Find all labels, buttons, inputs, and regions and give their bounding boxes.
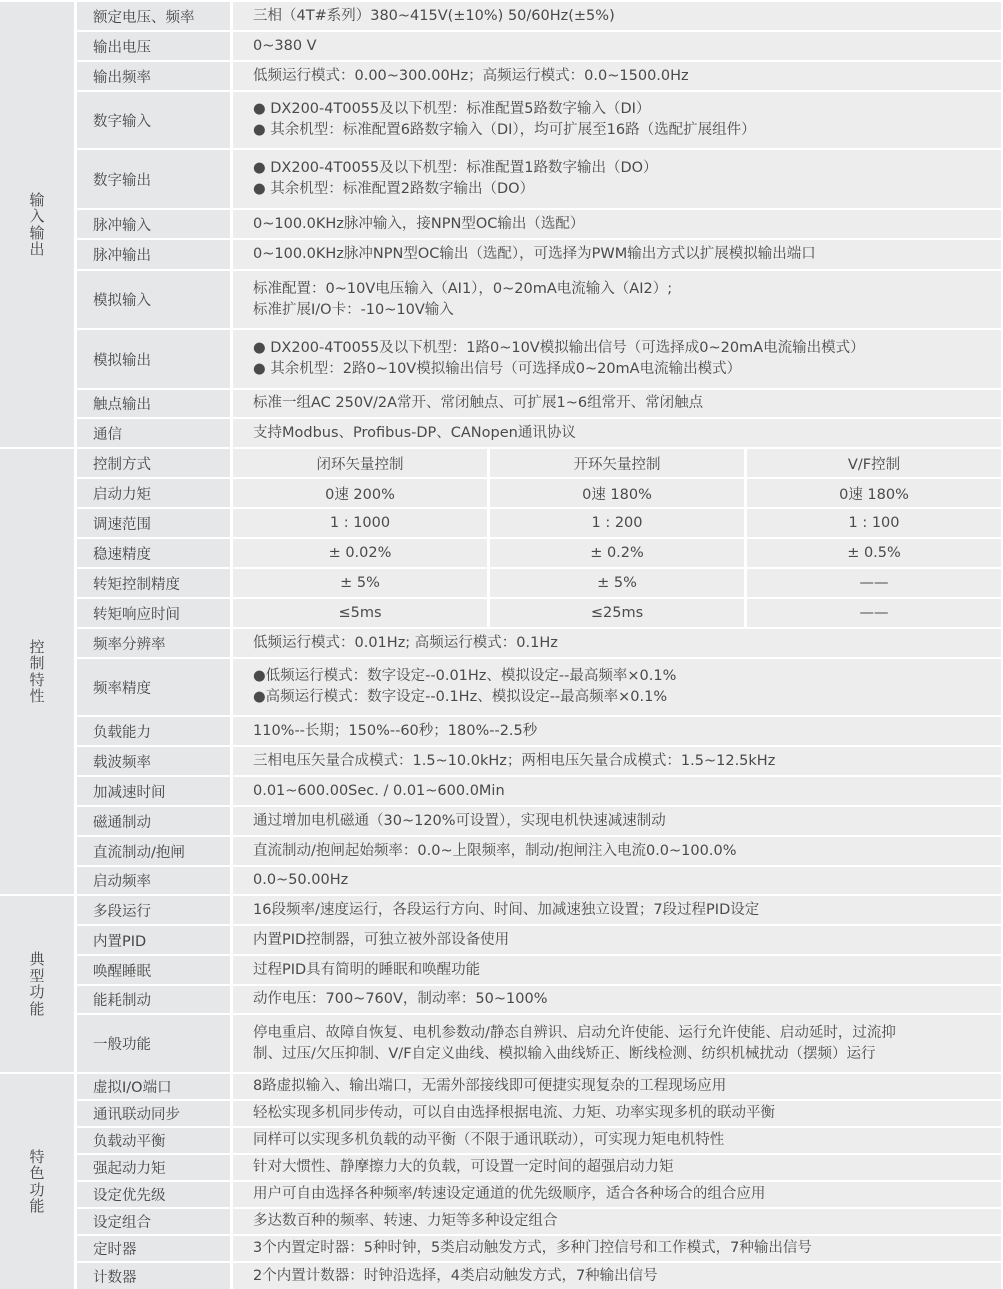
table-row	[0, 539, 1003, 567]
table-cell: 0速 200%	[233, 479, 487, 507]
row-label: 启动力矩	[77, 479, 230, 507]
table-row	[0, 62, 1003, 90]
table-cell: 1 : 200	[490, 509, 744, 537]
table-cell: 1 : 100	[747, 509, 1001, 537]
row-value: 低频运行模式：0.00~300.00Hz；高频运行模式：0.0~1500.0Hz	[233, 62, 1001, 90]
row-label: 脉冲输入	[77, 210, 230, 238]
table-row	[0, 92, 1003, 148]
row-label: 负载动平衡	[77, 1128, 230, 1153]
row-label: 频率精度	[77, 659, 230, 715]
table-row	[0, 777, 1003, 805]
row-value: 过程PID具有简明的睡眠和唤醒功能	[233, 956, 1001, 984]
row-label: 模拟输入	[77, 271, 230, 328]
table-row	[0, 956, 1003, 984]
table-row	[0, 32, 1003, 60]
row-value: 内置PID控制器，可独立被外部设备使用	[233, 926, 1001, 954]
row-label: 数字输入	[77, 92, 230, 148]
table-cell: ± 5%	[490, 569, 744, 597]
table-row	[0, 240, 1003, 269]
table-cell: ——	[747, 569, 1001, 597]
row-label: 唤醒睡眠	[77, 956, 230, 984]
row-value: 0~380 V	[233, 32, 1001, 60]
table-row	[0, 867, 1003, 894]
table-cell: 0速 180%	[747, 479, 1001, 507]
row-label: 虚拟I/O端口	[77, 1074, 230, 1099]
table-row	[0, 2, 1003, 30]
row-label: 强起动力矩	[77, 1155, 230, 1180]
table-row	[0, 210, 1003, 238]
table-row	[0, 837, 1003, 865]
row-value: 通过增加电机磁通（30~120%可设置），实现电机快速减速制动	[233, 807, 1001, 835]
row-value: 停电重启、故障自恢复、电机参数动/静态自辨识、启动允许使能、运行允许使能、启动延时，过流抑 制、过压/欠压抑制、V/F自定义曲线、模拟输入曲线矫正、断线检测、纺织机械扰动（摆频）运行	[233, 1015, 1001, 1072]
row-label: 通讯联动同步	[77, 1101, 230, 1126]
table-row	[0, 1182, 1003, 1207]
row-label: 额定电压、频率	[77, 2, 230, 30]
table-cell: 0速 180%	[490, 479, 744, 507]
row-value: ● DX200-4T0055及以下机型：标准配置5路数字输入（DI） ● 其余机型：标准配置6路数字输入（DI），均可扩展至16路（选配扩展组件）	[233, 92, 1001, 148]
row-value: ● DX200-4T0055及以下机型：标准配置1路数字输出（DO） ● 其余机型：标准配置2路数字输出（DO）	[233, 150, 1001, 208]
row-label: 定时器	[77, 1236, 230, 1261]
table-row	[0, 569, 1003, 597]
table-row	[0, 1074, 1003, 1099]
row-label: 触点输出	[77, 390, 230, 417]
table-row	[0, 1236, 1003, 1261]
table-row	[0, 1128, 1003, 1153]
row-value: 三相（4T#系列）380~415V(±10%) 50/60Hz(±5%)	[233, 2, 1001, 30]
table-row	[0, 419, 1003, 447]
table-cell: 开环矢量控制	[490, 449, 744, 477]
table-row	[0, 449, 1003, 477]
table-cell: ——	[747, 599, 1001, 627]
row-value: 低频运行模式：0.01Hz; 高频运行模式：0.1Hz	[233, 629, 1001, 657]
row-label: 启动频率	[77, 867, 230, 894]
table-cell: ± 5%	[233, 569, 487, 597]
row-label: 能耗制动	[77, 986, 230, 1013]
row-value: 同样可以实现多机负载的动平衡（不限于通讯联动），可实现力矩电机特性	[233, 1128, 1001, 1153]
category-control-label: 控 制 特 性	[29, 637, 45, 705]
category-special-label: 特 色 功 能	[29, 1147, 45, 1215]
table-row	[0, 659, 1003, 715]
row-value: 轻松实现多机同步传动，可以自由选择根据电流、力矩、功率实现多机的联动平衡	[233, 1101, 1001, 1126]
row-value: 0.01~600.00Sec. / 0.01~600.0Min	[233, 777, 1001, 805]
row-value: 110%--长期；150%--60秒；180%--2.5秒	[233, 717, 1001, 745]
table-cell: 闭环矢量控制	[233, 449, 487, 477]
table-cell: ≤5ms	[233, 599, 487, 627]
table-row	[0, 1263, 1003, 1289]
row-label: 磁通制动	[77, 807, 230, 835]
row-label: 输出频率	[77, 62, 230, 90]
row-value: 支持Modbus、Profibus-DP、CANopen通讯协议	[233, 419, 1001, 447]
row-label: 输出电压	[77, 32, 230, 60]
row-value: 动作电压：700~760V，制动率：50~100%	[233, 986, 1001, 1013]
table-row	[0, 479, 1003, 507]
category-io-label: 输 入 输 出	[29, 190, 45, 258]
row-value: 0.0~50.00Hz	[233, 867, 1001, 894]
row-label: 通信	[77, 419, 230, 447]
table-row	[0, 271, 1003, 328]
row-value: 2个内置计数器：时钟沿选择，4类启动触发方式，7种输出信号	[233, 1263, 1001, 1289]
table-row	[0, 896, 1003, 924]
table-cell: ± 0.2%	[490, 539, 744, 567]
row-label: 数字输出	[77, 150, 230, 208]
table-row	[0, 390, 1003, 417]
table-row	[0, 717, 1003, 745]
row-label: 加减速时间	[77, 777, 230, 805]
table-row	[0, 986, 1003, 1013]
table-cell: ± 0.02%	[233, 539, 487, 567]
row-label: 计数器	[77, 1263, 230, 1289]
table-row	[0, 330, 1003, 388]
table-row	[0, 1101, 1003, 1126]
row-value: 直流制动/抱闸起始频率：0.0~上限频率，制动/抱闸注入电流0.0~100.0%	[233, 837, 1001, 865]
table-row	[0, 1209, 1003, 1234]
row-value: 用户可自由选择各种频率/转速设定通道的优先级顺序，适合各种场合的组合应用	[233, 1182, 1001, 1207]
row-label: 载波频率	[77, 747, 230, 775]
row-label: 调速范围	[77, 509, 230, 537]
table-cell: V/F控制	[747, 449, 1001, 477]
row-label: 脉冲输出	[77, 240, 230, 269]
table-row	[0, 1155, 1003, 1180]
row-label: 模拟输出	[77, 330, 230, 388]
row-label: 频率分辨率	[77, 629, 230, 657]
table-row	[0, 629, 1003, 657]
table-row	[0, 926, 1003, 954]
row-value: 多达数百种的频率、转速、力矩等多种设定组合	[233, 1209, 1001, 1234]
row-label: 负载能力	[77, 717, 230, 745]
row-label: 稳速精度	[77, 539, 230, 567]
row-value: 16段频率/速度运行，各段运行方向、时间、加减速独立设置；7段过程PID设定	[233, 896, 1001, 924]
table-row	[0, 1015, 1003, 1072]
row-label: 转矩响应时间	[77, 599, 230, 627]
row-label: 一般功能	[77, 1015, 230, 1072]
table-row	[0, 747, 1003, 775]
table-row	[0, 509, 1003, 537]
row-value: 标准配置：0~10V电压输入（AI1），0~20mA电流输入（AI2）; 标准扩展I/O卡：-10~10V输入	[233, 271, 1001, 328]
table-row	[0, 807, 1003, 835]
row-label: 控制方式	[77, 449, 230, 477]
row-value: ● DX200-4T0055及以下机型：1路0~10V模拟输出信号（可选择成0~20mA电流输出模式） ● 其余机型：2路0~10V模拟输出信号（可选择成0~20mA电流输出模式）	[233, 330, 1001, 388]
table-cell: ≤25ms	[490, 599, 744, 627]
row-value: 3个内置定时器：5种时钟，5类启动触发方式，多种门控信号和工作模式，7种输出信号	[233, 1236, 1001, 1261]
row-label: 多段运行	[77, 896, 230, 924]
row-value: 8路虚拟输入、输出端口，无需外部接线即可便捷实现复杂的工程现场应用	[233, 1074, 1001, 1099]
row-label: 设定优先级	[77, 1182, 230, 1207]
row-label: 转矩控制精度	[77, 569, 230, 597]
row-value: 0~100.0KHz脉冲NPN型OC输出（选配），可选择为PWM输出方式以扩展模拟输出端口	[233, 240, 1001, 269]
row-label: 设定组合	[77, 1209, 230, 1234]
category-typical-label: 典 型 功 能	[29, 950, 45, 1018]
table-cell: 1 : 1000	[233, 509, 487, 537]
table-cell: ± 0.5%	[747, 539, 1001, 567]
row-value: 针对大惯性、静摩擦力大的负载，可设置一定时间的超强启动力矩	[233, 1155, 1001, 1180]
table-row	[0, 599, 1003, 627]
row-value: ●低频运行模式：数字设定--0.01Hz、模拟设定--最高频率×0.1% ●高频运行模式：数字设定--0.1Hz、模拟设定--最高频率×0.1%	[233, 659, 1001, 715]
row-value: 0~100.0KHz脉冲输入，接NPN型OC输出（选配）	[233, 210, 1001, 238]
row-value: 三相电压矢量合成模式：1.5~10.0kHz；两相电压矢量合成模式：1.5~12.5kHz	[233, 747, 1001, 775]
row-value: 标准一组AC 250V/2A常开、常闭触点、可扩展1~6组常开、常闭触点	[233, 390, 1001, 417]
row-label: 内置PID	[77, 926, 230, 954]
table-row	[0, 150, 1003, 208]
row-label: 直流制动/抱闸	[77, 837, 230, 865]
